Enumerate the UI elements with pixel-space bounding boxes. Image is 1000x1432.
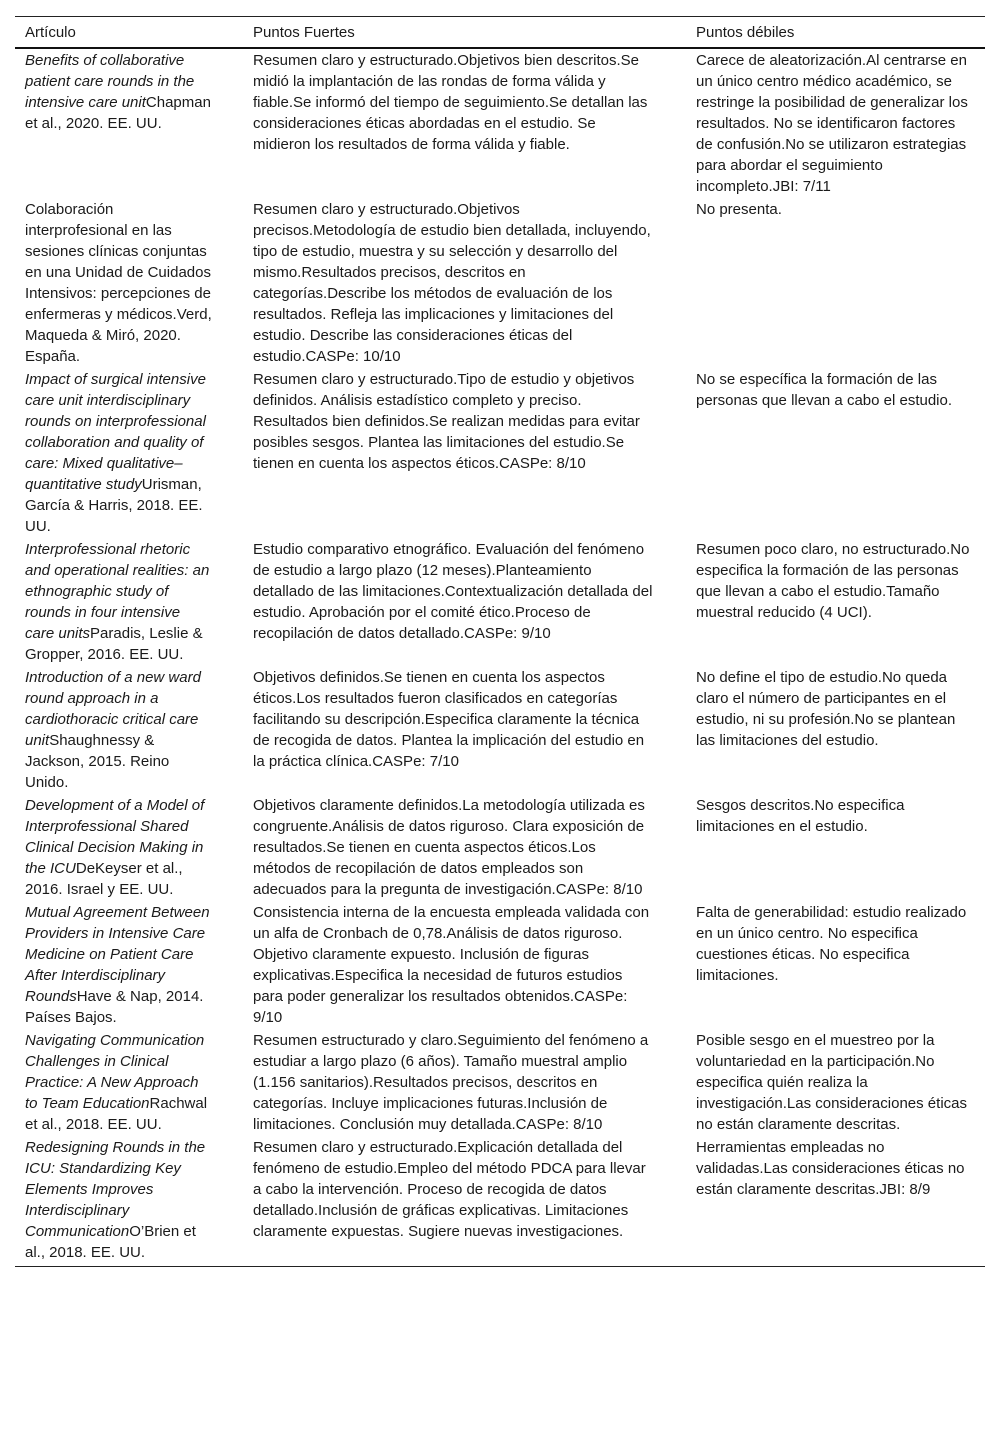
article-cell — [15, 538, 243, 666]
article-title: Interprofessional rhetoric and operational realities: an ethnographic study of rounds in four intensive care units — [25, 541, 210, 642]
article-reference: Rachwal et al., 2018. EE. UU. — [25, 1095, 208, 1133]
article-title: Benefits of collaborative patient care rounds in the intensive care unit — [25, 52, 195, 111]
article-title: Mutual Agreement Between Providers in Intensive Care Medicine on Patient Care After Interdisciplinary Rounds — [25, 904, 210, 1005]
article-cell — [15, 666, 243, 794]
article-title: Redesigning Rounds in the ICU: Standardizing Key Elements Improves Interdisciplinary Communication — [25, 1139, 206, 1240]
articles-table — [15, 16, 985, 1267]
weaknesses-cell: Herramientas empleadas no validadas.Las consideraciones éticas no están claramente descritas.JBI: 8/9 — [696, 1139, 965, 1198]
article-cell — [15, 1136, 243, 1267]
weaknesses-cell: Falta de generabilidad: estudio realizado en un único centro. No especifica cuestiones éticas. No especifica limitaciones. — [696, 904, 967, 984]
article-title: Introduction of a new ward round approach in a cardiothoracic critical care unit — [25, 669, 201, 749]
weaknesses-cell: Carece de aleatorización.Al centrarse en un único centro médico académico, se restringe la posibilidad de generalizar los resultados. No se identificaron factores de confusión.No se utilizaron estrategias para abordar el seguimiento incompleto.JBI: 7/11 — [696, 52, 968, 195]
article-cell — [15, 1029, 243, 1136]
article-cell — [15, 794, 243, 901]
strengths-cell: Resumen estructurado y claro.Seguimiento del fenómeno a estudiar a largo plazo (6 años). Tamaño muestral amplio (1.156 sanitarios).Resultados precisos, descritos en categorías. Incluye implicaciones futuras.Inclusión de limitaciones. Conclusión muy detallada.CASPe: 8/10 — [253, 1032, 649, 1133]
article-reference: Urisman, García & Harris, 2018. EE. UU. — [25, 476, 203, 535]
article-reference: DeKeyser et al., 2016. Israel y EE. UU. — [25, 860, 183, 898]
strengths-cell: Resumen claro y estructurado.Objetivos precisos.Metodología de estudio bien detallada, incluyendo, tipo de estudio, muestra y su selección y desarrollo del mismo.Resultados precisos, descritos en categorías.Describe los métodos de evaluación de los resultados. Refleja las implicaciones y limitaciones del estudio. Describe las consideraciones éticas del estudio.CASPe: 10/10 — [253, 201, 651, 365]
header-puntos-fuertes: Puntos Fuertes — [253, 24, 355, 41]
strengths-cell: Resumen claro y estructurado.Objetivos bien descritos.Se midió la implantación de las rondas de forma válida y fiable.Se informó del tiempo de seguimiento.Se detallan las consideraciones éticas abordadas en el estudio. Se midieron los resultados de forma válida y fiable. — [253, 52, 648, 153]
article-reference: Shaughnessy & Jackson, 2015. Reino Unido. — [25, 732, 170, 791]
table-header-row — [15, 17, 985, 49]
weaknesses-cell: Posible sesgo en el muestreo por la voluntariedad en la participación.No especifica quién realiza la investigación.Las consideraciones éticas no están claramente descritas. — [696, 1032, 967, 1133]
table-row — [15, 1029, 985, 1136]
strengths-cell: Objetivos claramente definidos.La metodología utilizada es congruente.Análisis de datos riguroso. Clara exposición de resultados.Se tienen en cuenta aspectos éticos.Los métodos de recopilación de datos empleados son adecuados para la pregunta de investigación.CASPe: 8/10 — [253, 797, 645, 898]
article-cell — [15, 48, 243, 198]
article-cell — [15, 901, 243, 1029]
header-articulo: Artículo — [25, 24, 76, 41]
article-reference: Chapman et al., 2020. EE. UU. — [25, 94, 211, 132]
strengths-cell: Estudio comparativo etnográfico. Evaluación del fenómeno de estudio a largo plazo (12 meses).Planteamiento detallado de las limitaciones.Contextualización detallada del estudio. Aprobación por el comité ético.Proceso de recopilación de datos detallado.CASPe: 9/10 — [253, 541, 653, 642]
weaknesses-cell: No presenta. — [696, 201, 782, 218]
strengths-cell: Resumen claro y estructurado.Explicación detallada del fenómeno de estudio.Empleo del método PDCA para llevar a cabo la intervención. Proceso de recogida de datos detallado.Inclusión de gráficas explicativas. Limitaciones claramente expuestas. Sugiere nuevas investigaciones. — [253, 1139, 646, 1240]
table-row — [15, 48, 985, 198]
article-cell — [15, 198, 243, 368]
table-row — [15, 901, 985, 1029]
article-reference: O’Brien et al., 2018. EE. UU. — [25, 1223, 196, 1261]
table-row — [15, 666, 985, 794]
article-title: Navigating Communication Challenges in Clinical Practice: A New Approach to Team Education — [25, 1032, 205, 1112]
strengths-cell: Resumen claro y estructurado.Tipo de estudio y objetivos definidos. Análisis estadístico completo y preciso. Resultados bien definidos.Se realizan medidas para evitar posibles sesgos. Plantea las limitaciones del estudio.Se tienen en cuenta los aspectos éticos.CASPe: 8/10 — [253, 371, 640, 472]
weaknesses-cell: No define el tipo de estudio.No queda claro el número de participantes en el estudio, ni su profesión.No se plantean las limitaciones del estudio. — [696, 669, 956, 749]
table-row — [15, 368, 985, 538]
article-reference: Have & Nap, 2014. Países Bajos. — [25, 988, 204, 1026]
table-row — [15, 794, 985, 901]
strengths-cell: Objetivos definidos.Se tienen en cuenta los aspectos éticos.Los resultados fueron clasificados en categorías facilitando su descripción.Especifica claramente la técnica de recogida de datos. Plantea la implicación del estudio en la práctica clínica.CASPe: 7/10 — [253, 669, 645, 770]
header-puntos-debiles: Puntos débiles — [696, 24, 795, 41]
weaknesses-cell: Sesgos descritos.No especifica limitaciones en el estudio. — [696, 797, 905, 835]
table-row — [15, 1136, 985, 1267]
table-row — [15, 198, 985, 368]
article-title: Impact of surgical intensive care unit interdisciplinary rounds on interprofessional collaboration and quality of care: Mixed qualitative–quantitative study — [25, 371, 206, 493]
table-row — [15, 538, 985, 666]
weaknesses-cell: No se específica la formación de las personas que llevan a cabo el estudio. — [696, 371, 953, 409]
weaknesses-cell: Resumen poco claro, no estructurado.No especifica la formación de las personas que llevan a cabo el estudio.Tamaño muestral reducido (4 UCI). — [696, 541, 970, 621]
strengths-cell: Consistencia interna de la encuesta empleada validada con un alfa de Cronbach de 0,78.Análisis de datos riguroso. Objetivo claramente expuesto. Inclusión de figuras explicativas.Especifica la necesidad de futuros estudios para poder generalizar los resultados obtenidos.CASPe: 9/10 — [253, 904, 650, 1026]
article-reference: Paradis, Leslie & Gropper, 2016. EE. UU. — [25, 625, 203, 663]
article-title: Development of a Model of Interprofessional Shared Clinical Decision Making in the ICU — [25, 797, 205, 877]
article-cell — [15, 368, 243, 538]
article-reference: Colaboración interprofesional en las sesiones clínicas conjuntas en una Unidad de Cuidados Intensivos: percepciones de enfermeras y médicos.Verd, Maqueda & Miró, 2020. España. — [25, 201, 212, 365]
